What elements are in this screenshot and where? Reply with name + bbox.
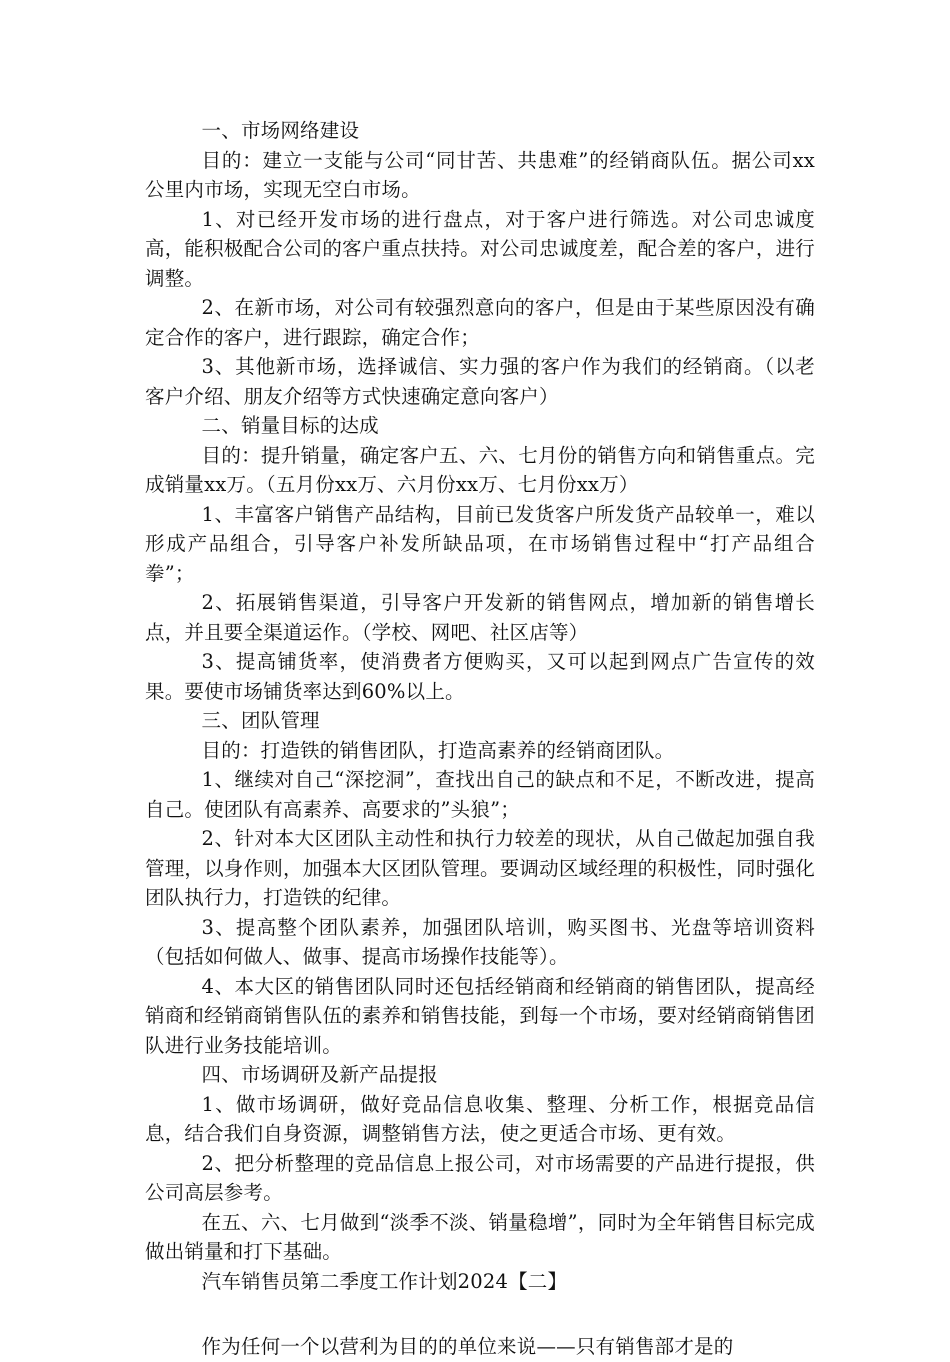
document-body [145,116,815,1362]
paragraph: 2、拓展销售渠道，引导客户开发新的销售网点，增加新的销售增长点，并且要全渠道运作。（学校、网吧、社区店等） [145,591,815,644]
heading-market-research: 四、市场调研及新产品提报 [201,1063,438,1086]
paragraph: 1、丰富客户销售产品结构，目前已发货客户所发货产品较单一，难以形成产品组合，引导客户补发所缺品项，在市场销售过程中“打产品组合拳”； [145,502,815,585]
paragraph: 目的：建立一支能与公司“同甘苦、共患难”的经销商队伍。据公司xx公里内市场，实现无空白市场。 [145,148,815,201]
heading-market-network: 一、市场网络建设 [201,119,360,142]
paragraph: 4、本大区的销售团队同时还包括经销商和经销商的销售团队，提高经销商和经销商销售队伍的素养和销售技能，到每一个市场，要对经销商销售团队进行业务技能培训。 [145,974,815,1057]
heading-sales-target: 二、销量目标的达成 [201,414,379,437]
heading-team-management: 三、团队管理 [201,709,320,732]
paragraph: 1、做市场调研，做好竞品信息收集、整理、分析工作，根据竞品信息，结合我们自身资源，调整销售方法，使之更适合市场、更有效。 [145,1092,815,1145]
section-title: 汽车销售员第二季度工作计划2024【二】 [201,1269,568,1293]
paragraph: 目的：提升销量，确定客户五、六、七月份的销售方向和销售重点。完成销量xx万。（五月份xx万、六月份xx万、七月份xx万） [145,443,815,496]
paragraph: 作为任何一个以营利为目的的单位来说——只有销售部才是的 [201,1335,734,1358]
paragraph: 在五、六、七月做到“淡季不淡、销量稳增”，同时为全年销售目标完成做出销量和打下基础。 [145,1210,815,1263]
paragraph: 目的：打造铁的销售团队，打造高素养的经销商团队。 [201,738,675,762]
paragraph: 3、其他新市场，选择诚信、实力强的客户作为我们的经销商。（以老客户介绍、朋友介绍等方式快速确定意向客户） [145,355,815,408]
paragraph: 2、在新市场，对公司有较强烈意向的客户，但是由于某些原因没有确定合作的客户，进行跟踪，确定合作； [145,296,815,349]
paragraph: 3、提高整个团队素养，加强团队培训，购买图书、光盘等培训资料（包括如何做人、做事、提高市场操作技能等）。 [145,915,815,968]
paragraph: 2、把分析整理的竞品信息上报公司，对市场需要的产品进行提报，供公司高层参考。 [145,1151,815,1204]
paragraph: 2、针对本大区团队主动性和执行力较差的现状，从自己做起加强自我管理，以身作则，加强本大区团队管理。要调动区域经理的积极性，同时强化团队执行力，打造铁的纪律。 [145,827,815,909]
paragraph: 1、对已经开发市场的进行盘点，对于客户进行筛选。对公司忠诚度高，能积极配合公司的客户重点扶持。对公司忠诚度差，配合差的客户，进行调整。 [145,207,815,290]
paragraph: 1、继续对自己“深挖洞”，查找出自己的缺点和不足，不断改进，提高自己。使团队有高素养、高要求的”头狼”； [145,768,815,821]
paragraph: 3、提高铺货率，使消费者方便购买，又可以起到网点广告宣传的效果。要使市场铺货率达到60%以上。 [145,650,815,703]
